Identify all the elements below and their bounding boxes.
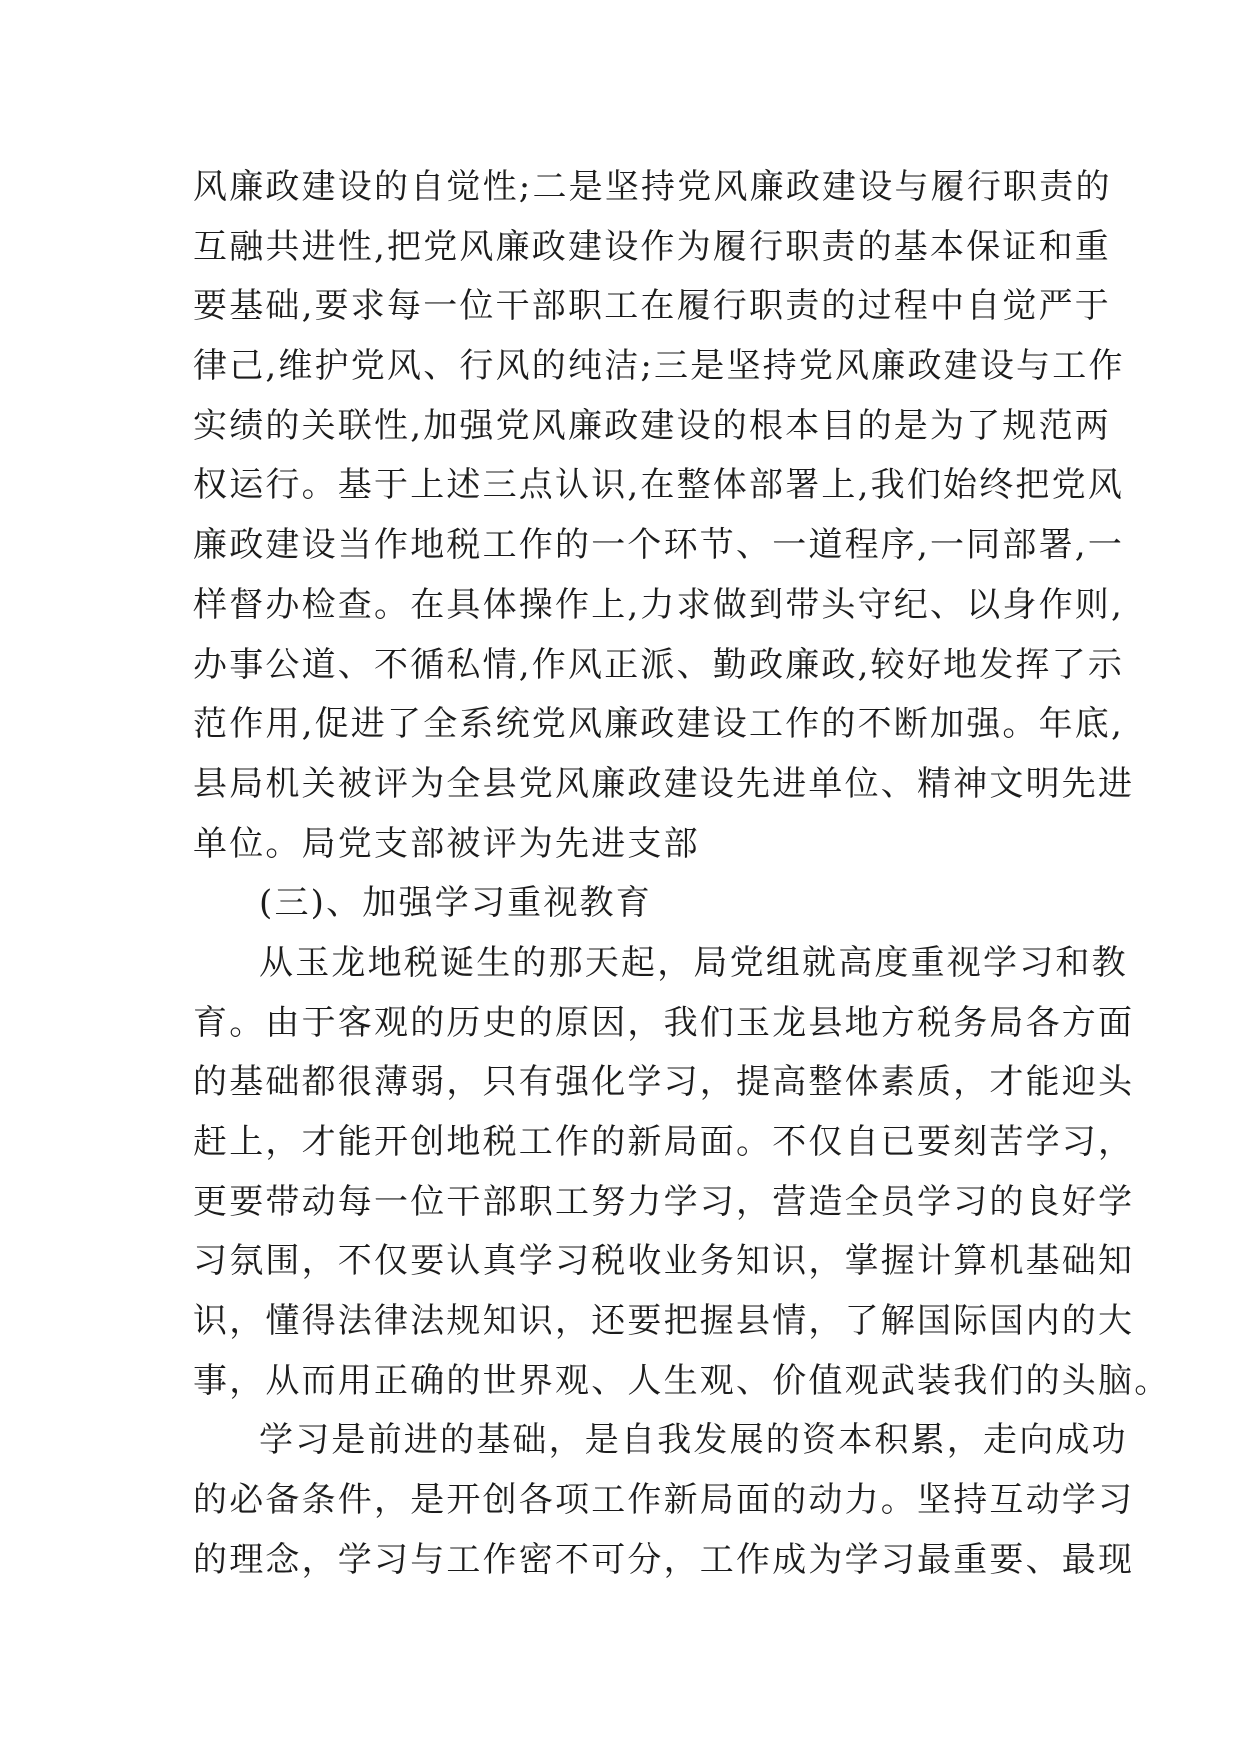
text-line: 互融共进性,把党风廉政建设作为履行职责的基本保证和重 [193, 226, 1112, 267]
text-line: 廉政建设当作地税工作的一个环节、一道程序,一同部署,一 [193, 525, 1125, 566]
text-line: 的必备条件，是开创各项工作新局面的动力。坚持互动学习 [193, 1480, 1135, 1521]
text-line: 的理念，学习与工作密不可分，工作成为学习最重要、最现 [193, 1539, 1135, 1580]
text-line: 育。由于客观的历史的原因，我们玉龙县地方税务局各方面 [193, 1002, 1135, 1043]
text-line: 学习是前进的基础，是自我发展的资本积累，走向成功 [259, 1420, 1128, 1461]
text-line: (三)、加强学习重视教育 [259, 883, 652, 924]
text-line: 要基础,要求每一位干部职工在履行职责的过程中自觉严于 [193, 286, 1112, 327]
text-line: 县局机关被评为全县党风廉政建设先进单位、精神文明先进 [193, 763, 1135, 804]
text-line: 识，懂得法律法规知识，还要把握县情，了解国际国内的大 [193, 1301, 1135, 1342]
text-line: 更要带动每一位干部职工努力学习，营造全员学习的良好学 [193, 1181, 1135, 1222]
text-line: 习氛围，不仅要认真学习税收业务知识，掌握计算机基础知 [193, 1241, 1135, 1282]
text-line: 实绩的关联性,加强党风廉政建设的根本目的是为了规范两 [193, 405, 1112, 446]
text-line: 单位。局党支部被评为先进支部 [193, 823, 700, 864]
text-line: 从玉龙地税诞生的那天起，局党组就高度重视学习和教 [259, 942, 1128, 983]
text-line: 范作用,促进了全系统党风廉政建设工作的不断加强。年底, [193, 704, 1125, 745]
text-line: 赶上，才能开创地税工作的新局面。不仅自已要刻苦学习， [193, 1122, 1135, 1162]
text-line: 办事公道、不循私情,作风正派、勤政廉政,较好地发挥了示 [193, 644, 1125, 685]
document-body [193, 158, 1171, 1591]
text-line: 的基础都很薄弱，只有强化学习，提高整体素质，才能迎头 [193, 1062, 1135, 1103]
text-line: 事，从而用正确的世界观、人生观、价值观武装我们的头脑。 [193, 1360, 1171, 1401]
text-line: 权运行。基于上述三点认识,在整体部署上,我们始终把党风 [193, 465, 1125, 506]
text-line: 样督办检查。在具体操作上,力求做到带头守纪、以身作则, [193, 584, 1125, 625]
text-line: 风廉政建设的自觉性;二是坚持党风廉政建设与履行职责的 [193, 167, 1112, 207]
text-line: 律己,维护党风、行风的纯洁;三是坚持党风廉政建设与工作 [193, 346, 1125, 387]
